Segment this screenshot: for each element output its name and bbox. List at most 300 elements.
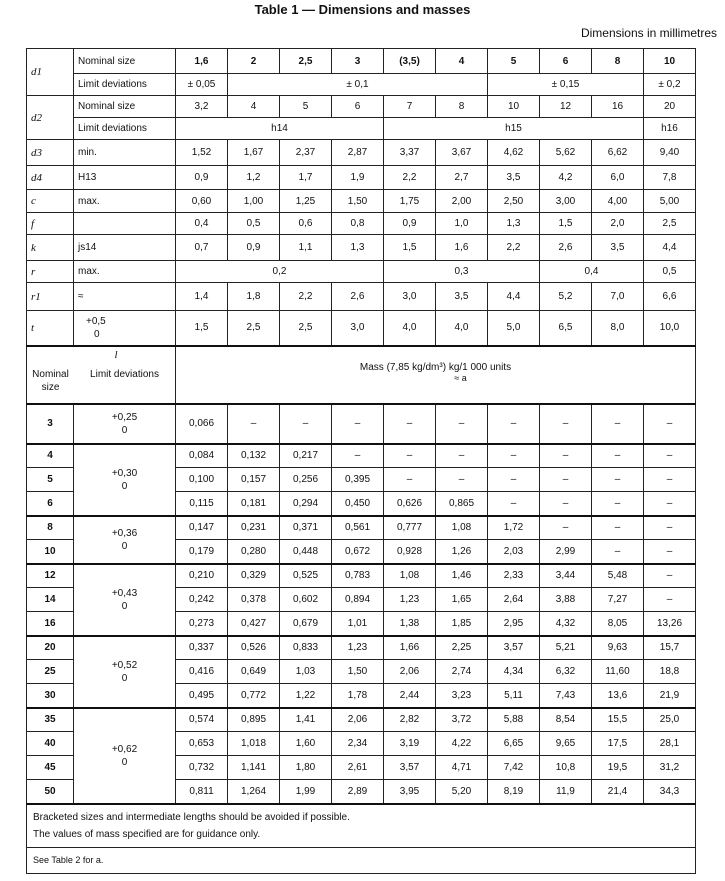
cell: 0,6 [280, 213, 332, 235]
mass-cell: 4,71 [436, 756, 488, 780]
mass-cell: 0,525 [280, 564, 332, 588]
tol-bot: 0 [121, 756, 128, 768]
cell: 9,40 [644, 140, 696, 166]
table-row [27, 311, 696, 346]
table-row [27, 213, 696, 235]
cell: 0,4 [540, 261, 644, 283]
cell: 2,50 [488, 190, 540, 213]
cell: h15 [384, 118, 644, 140]
mass-cell: 0,928 [384, 540, 436, 564]
mass-cell: 2,89 [332, 780, 384, 804]
mass-cell: 5,20 [436, 780, 488, 804]
tol-top: +0,25 [111, 411, 138, 423]
cell: 1,1 [280, 235, 332, 261]
mass-cell: 0,894 [332, 588, 384, 612]
mass-cell: 0,895 [228, 708, 280, 732]
table-row [27, 235, 696, 261]
mass-cell: 0,416 [176, 660, 228, 684]
cell: 10 [488, 96, 540, 118]
tol-top: +0,5 [86, 315, 106, 327]
mass-cell: 28,1 [644, 732, 696, 756]
mass-cell: 7,42 [488, 756, 540, 780]
mass-cell: 1,141 [228, 756, 280, 780]
table-row [27, 283, 696, 311]
cell: 1,75 [384, 190, 436, 213]
mass-cell: 2,82 [384, 708, 436, 732]
cell: 5 [488, 49, 540, 74]
symbol-r: r [27, 261, 74, 283]
cell: 4 [228, 96, 280, 118]
mass-cell: 4,22 [436, 732, 488, 756]
mass-cell: 0,679 [280, 612, 332, 636]
mass-cell: 8,54 [540, 708, 592, 732]
mass-cell: – [644, 564, 696, 588]
cell: 2,2 [280, 283, 332, 311]
mass-cell: 1,38 [384, 612, 436, 636]
mass-cell: 3,19 [384, 732, 436, 756]
nominal-length: 30 [27, 684, 74, 708]
mass-cell: 0,395 [332, 468, 384, 492]
limit-deviation-group [74, 444, 176, 516]
mass-cell: 7,43 [540, 684, 592, 708]
mass-cell: 1,46 [436, 564, 488, 588]
nominal-length: 8 [27, 516, 74, 540]
cell: 4,00 [592, 190, 644, 213]
nominal-length: 12 [27, 564, 74, 588]
mass-cell: – [540, 492, 592, 516]
symbol-t: t [27, 311, 74, 346]
mass-cell: 0,672 [332, 540, 384, 564]
mass-cell: 3,23 [436, 684, 488, 708]
mass-cell: 2,74 [436, 660, 488, 684]
mass-cell: 1,72 [488, 516, 540, 540]
mass-cell: 0,448 [280, 540, 332, 564]
mass-cell: 0,157 [228, 468, 280, 492]
tol-bot: 0 [121, 540, 128, 552]
cell: 0,9 [228, 235, 280, 261]
mass-cell: 19,5 [592, 756, 644, 780]
cell: 8 [592, 49, 644, 74]
row-label: Nominal size [74, 96, 176, 118]
mass-cell: – [228, 404, 280, 444]
mass-cell: 0,574 [176, 708, 228, 732]
mass-cell: 0,495 [176, 684, 228, 708]
mass-cell: 0,280 [228, 540, 280, 564]
units-note: Dimensions in millimetres [580, 26, 717, 40]
cell: 1,00 [228, 190, 280, 213]
mass-cell: – [332, 404, 384, 444]
mass-cell: 2,03 [488, 540, 540, 564]
mass-cell: 0,294 [280, 492, 332, 516]
mass-cell: 0,132 [228, 444, 280, 468]
mass-cell: 21,4 [592, 780, 644, 804]
mass-cell: 9,65 [540, 732, 592, 756]
cell: 5,00 [644, 190, 696, 213]
mass-cell: 1,018 [228, 732, 280, 756]
mass-cell: – [592, 516, 644, 540]
mass-cell: 2,06 [332, 708, 384, 732]
cell: ± 0,2 [644, 74, 696, 96]
cell: 3,0 [384, 283, 436, 311]
cell: 2,2 [384, 166, 436, 190]
cell: 1,5 [540, 213, 592, 235]
cell: 8,0 [592, 311, 644, 346]
cell: ± 0,05 [176, 74, 228, 96]
mass-label: Mass (7,85 kg/dm³) kg/1 000 units [359, 361, 512, 373]
mass-cell: 1,85 [436, 612, 488, 636]
mass-cell: 2,95 [488, 612, 540, 636]
mass-cell: 1,23 [332, 636, 384, 660]
cell: 1,5 [384, 235, 436, 261]
cell: 6,62 [592, 140, 644, 166]
mass-cell: 1,03 [280, 660, 332, 684]
table-row [27, 708, 696, 732]
cell: 1,3 [332, 235, 384, 261]
cell: 4,4 [644, 235, 696, 261]
cell: 2,0 [592, 213, 644, 235]
cell: 5 [280, 96, 332, 118]
row-label: H13 [74, 166, 176, 190]
limit-deviation-group [74, 516, 176, 564]
mass-cell: 1,26 [436, 540, 488, 564]
cell: 0,5 [228, 213, 280, 235]
symbol-d3: d3 [27, 140, 74, 166]
mass-cell: 0,526 [228, 636, 280, 660]
mass-cell: 0,777 [384, 516, 436, 540]
cell: 4,4 [488, 283, 540, 311]
mass-cell: 1,23 [384, 588, 436, 612]
tol-top: +0,43 [111, 587, 138, 599]
mass-cell: 0,427 [228, 612, 280, 636]
mass-cell: 7,27 [592, 588, 644, 612]
mass-cell: 0,179 [176, 540, 228, 564]
dimensions-masses-table [26, 48, 696, 874]
nominal-length: 20 [27, 636, 74, 660]
nominal-length: 14 [27, 588, 74, 612]
cell: 6 [332, 96, 384, 118]
row-label: Limit deviations [74, 74, 176, 96]
mass-cell: 25,0 [644, 708, 696, 732]
mass-cell: – [592, 404, 644, 444]
mass-cell: 0,210 [176, 564, 228, 588]
cell: 5,62 [540, 140, 592, 166]
cell: 1,67 [228, 140, 280, 166]
mass-cell: – [592, 492, 644, 516]
mass-cell: 21,9 [644, 684, 696, 708]
mass-cell: – [488, 492, 540, 516]
cell: 3,0 [332, 311, 384, 346]
cell: 12 [540, 96, 592, 118]
table-row [27, 140, 696, 166]
cell: ± 0,1 [228, 74, 488, 96]
mass-cell: 0,811 [176, 780, 228, 804]
mass-cell: – [592, 468, 644, 492]
tol-top: +0,52 [111, 659, 138, 671]
mass-cell: 0,450 [332, 492, 384, 516]
limit-deviations-header: Limit deviations [90, 368, 159, 380]
mass-cell: 0,602 [280, 588, 332, 612]
mass-cell: 8,05 [592, 612, 644, 636]
cell: 5,2 [540, 283, 592, 311]
symbol-d4: d4 [27, 166, 74, 190]
mass-cell: 1,41 [280, 708, 332, 732]
nominal-length: 3 [27, 404, 74, 444]
tol-top: +0,36 [111, 527, 138, 539]
cell: 2 [228, 49, 280, 74]
limit-deviation-group [74, 636, 176, 708]
cell: 1,7 [280, 166, 332, 190]
cell: 0,9 [384, 213, 436, 235]
mass-body [27, 404, 696, 804]
mass-cell: 2,44 [384, 684, 436, 708]
table-row [27, 564, 696, 588]
cell: 7,8 [644, 166, 696, 190]
table-row [27, 74, 696, 96]
mass-cell: 4,32 [540, 612, 592, 636]
cell: 1,2 [228, 166, 280, 190]
mass-cell: 2,33 [488, 564, 540, 588]
cell: 1,50 [332, 190, 384, 213]
mass-cell: 0,865 [436, 492, 488, 516]
cell: 4 [436, 49, 488, 74]
mass-cell: 1,22 [280, 684, 332, 708]
mass-cell: 0,242 [176, 588, 228, 612]
cell: 1,8 [228, 283, 280, 311]
cell: 2,6 [332, 283, 384, 311]
table-row [27, 346, 696, 404]
cell: h16 [644, 118, 696, 140]
mass-cell: – [384, 404, 436, 444]
row-label: Limit deviations [74, 118, 176, 140]
mass-cell: 1,264 [228, 780, 280, 804]
cell: 0,9 [176, 166, 228, 190]
cell: (3,5) [384, 49, 436, 74]
mass-cell: 0,833 [280, 636, 332, 660]
row-label: min. [74, 140, 176, 166]
cell: 3,37 [384, 140, 436, 166]
table-row [27, 118, 696, 140]
tol-bot: 0 [94, 328, 100, 340]
nominal-size-header: Nominal size [32, 368, 69, 393]
mass-cell: 4,34 [488, 660, 540, 684]
mass-cell: 0,653 [176, 732, 228, 756]
symbol-l: l [114, 348, 118, 361]
cell: 3,00 [540, 190, 592, 213]
cell: 1,5 [176, 311, 228, 346]
cell: 6,5 [540, 311, 592, 346]
mass-cell: 2,34 [332, 732, 384, 756]
nominal-length: 25 [27, 660, 74, 684]
cell: 4,62 [488, 140, 540, 166]
tol-top: +0,30 [111, 467, 138, 479]
cell: 4,0 [436, 311, 488, 346]
mass-cell: 1,08 [436, 516, 488, 540]
mass-cell: – [436, 404, 488, 444]
cell: 0,8 [332, 213, 384, 235]
mass-cell: 10,8 [540, 756, 592, 780]
mass-header [176, 346, 696, 404]
mass-cell: 2,25 [436, 636, 488, 660]
mass-cell: 15,5 [592, 708, 644, 732]
table-row [27, 49, 696, 74]
mass-cell: 11,60 [592, 660, 644, 684]
mass-cell: – [384, 468, 436, 492]
mass-cell: 5,11 [488, 684, 540, 708]
tol-top: +0,62 [111, 743, 138, 755]
cell: 2,7 [436, 166, 488, 190]
cell: 1,52 [176, 140, 228, 166]
mass-cell: 34,3 [644, 780, 696, 804]
nominal-length: 45 [27, 756, 74, 780]
mass-cell: 3,88 [540, 588, 592, 612]
mass-cell: 0,115 [176, 492, 228, 516]
cell: 2,6 [540, 235, 592, 261]
note-1: Bracketed sizes and intermediate lengths should be avoided if possible. [33, 811, 350, 823]
cell: 0,60 [176, 190, 228, 213]
limit-deviation-group [74, 708, 176, 804]
mass-cell: 1,01 [332, 612, 384, 636]
mass-cell: 2,99 [540, 540, 592, 564]
cell: 2,5 [644, 213, 696, 235]
cell: 3,5 [592, 235, 644, 261]
tol-bot: 0 [121, 672, 128, 684]
mass-cell: 1,60 [280, 732, 332, 756]
mass-cell: 5,48 [592, 564, 644, 588]
mass-cell: 8,19 [488, 780, 540, 804]
mass-cell: – [540, 404, 592, 444]
mass-cell: 0,561 [332, 516, 384, 540]
cell: 2,00 [436, 190, 488, 213]
cell: 3,2 [176, 96, 228, 118]
cell: 0,4 [176, 213, 228, 235]
mass-cell: – [644, 444, 696, 468]
symbol-d2: d2 [27, 96, 74, 140]
cell: h14 [176, 118, 384, 140]
cell: 1,3 [488, 213, 540, 235]
cell: 3,5 [488, 166, 540, 190]
cell: 0,7 [176, 235, 228, 261]
cell: 1,6 [436, 235, 488, 261]
mass-cell: 0,732 [176, 756, 228, 780]
cell: 3,67 [436, 140, 488, 166]
nominal-length: 50 [27, 780, 74, 804]
cell: ± 0,15 [488, 74, 644, 96]
mass-cell: – [332, 444, 384, 468]
mass-cell: – [436, 444, 488, 468]
cell: 4,0 [384, 311, 436, 346]
mass-cell: 0,147 [176, 516, 228, 540]
limit-deviation-group [74, 564, 176, 636]
cell: 2,37 [280, 140, 332, 166]
symbol-c: c [27, 190, 74, 213]
mass-cell: 3,44 [540, 564, 592, 588]
nominal-length: 5 [27, 468, 74, 492]
tol-bot: 0 [121, 600, 128, 612]
cell: 4,2 [540, 166, 592, 190]
symbol-f: f [27, 213, 74, 235]
table-row [27, 444, 696, 468]
mass-cell: 0,217 [280, 444, 332, 468]
mass-cell: 1,66 [384, 636, 436, 660]
mass-approx: ≈ a [454, 372, 467, 383]
table-row [27, 190, 696, 213]
mass-cell: 0,378 [228, 588, 280, 612]
mass-cell: 1,80 [280, 756, 332, 780]
mass-cell: – [644, 516, 696, 540]
mass-cell: 2,64 [488, 588, 540, 612]
row-label: ≈ [74, 283, 176, 311]
mass-cell: 18,8 [644, 660, 696, 684]
cell: 3,5 [436, 283, 488, 311]
note-2: The values of mass specified are for guidance only. [33, 828, 261, 840]
mass-cell: 0,181 [228, 492, 280, 516]
cell: 6,0 [592, 166, 644, 190]
table-row [27, 516, 696, 540]
table-row [27, 261, 696, 283]
length-header [27, 346, 176, 404]
cell: 10 [644, 49, 696, 74]
table-row [27, 636, 696, 660]
mass-cell: – [488, 404, 540, 444]
mass-cell: – [592, 444, 644, 468]
nominal-length: 40 [27, 732, 74, 756]
table-row [27, 848, 696, 874]
tol-bot: 0 [121, 480, 128, 492]
mass-cell: – [436, 468, 488, 492]
mass-cell: 11,9 [540, 780, 592, 804]
limit-deviation-group [74, 404, 176, 444]
mass-cell: 0,371 [280, 516, 332, 540]
mass-cell: 0,772 [228, 684, 280, 708]
cell: 1,0 [436, 213, 488, 235]
mass-cell: 3,57 [488, 636, 540, 660]
mass-cell: 0,100 [176, 468, 228, 492]
mass-cell: – [540, 516, 592, 540]
cell: 0,5 [644, 261, 696, 283]
mass-cell: 3,57 [384, 756, 436, 780]
mass-cell: 5,88 [488, 708, 540, 732]
cell: 1,25 [280, 190, 332, 213]
table-row [27, 166, 696, 190]
mass-cell: 6,65 [488, 732, 540, 756]
mass-cell: – [644, 540, 696, 564]
mass-cell: – [592, 540, 644, 564]
cell: 1,4 [176, 283, 228, 311]
row-label: max. [74, 190, 176, 213]
nominal-length: 35 [27, 708, 74, 732]
tol-bot: 0 [121, 424, 128, 436]
cell: 2,2 [488, 235, 540, 261]
cell: 10,0 [644, 311, 696, 346]
mass-cell: 9,63 [592, 636, 644, 660]
symbol-d1: d1 [27, 49, 74, 96]
cell: 0,3 [384, 261, 540, 283]
mass-cell: 0,337 [176, 636, 228, 660]
footnote-cell [27, 848, 696, 874]
cell: 2,5 [280, 49, 332, 74]
mass-cell: – [384, 444, 436, 468]
symbol-k: k [27, 235, 74, 261]
nominal-length: 4 [27, 444, 74, 468]
cell: 7 [384, 96, 436, 118]
mass-cell: 13,26 [644, 612, 696, 636]
cell: 7,0 [592, 283, 644, 311]
mass-cell: 0,649 [228, 660, 280, 684]
mass-cell: – [644, 468, 696, 492]
notes-cell [27, 804, 696, 848]
footnote: See Table 2 for a. [33, 855, 104, 865]
mass-cell: – [644, 492, 696, 516]
